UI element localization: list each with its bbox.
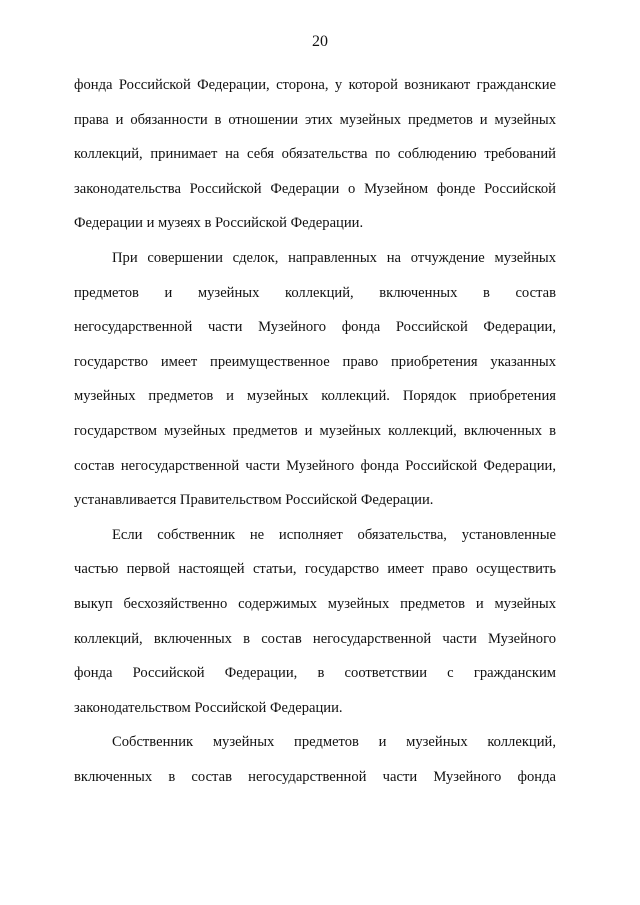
paragraph-line: предметов и музейных коллекций, включенных в состав bbox=[74, 284, 556, 301]
paragraph-line: коллекций, включенных в состав негосударственной части Музейного bbox=[74, 630, 556, 647]
paragraph-line: законодательством Российской Федерации. bbox=[74, 699, 343, 716]
paragraph-4 bbox=[74, 725, 556, 794]
paragraph-line: фонда Российской Федерации, в соответствии с гражданским bbox=[74, 665, 556, 682]
paragraph-line: устанавливается Правительством Российской Федерации. bbox=[74, 492, 434, 509]
paragraph-3 bbox=[74, 518, 556, 726]
paragraph-line: выкуп бесхозяйственно содержимых музейных предметов и музейных bbox=[74, 595, 556, 612]
paragraph-line: права и обязанности в отношении этих музейных предметов и музейных bbox=[74, 111, 556, 128]
paragraph-line: частью первой настоящей статьи, государство имеет право осуществить bbox=[74, 561, 556, 578]
paragraph-line: фонда Российской Федерации, сторона, у которой возникают гражданские bbox=[74, 77, 556, 93]
paragraph-line: Собственник музейных предметов и музейных коллекций, bbox=[112, 734, 556, 751]
paragraph-line: негосударственной части Музейного фонда Российской Федерации, bbox=[74, 319, 556, 336]
paragraph-line: государством музейных предметов и музейных коллекций, включенных в bbox=[74, 422, 556, 439]
paragraph-line: государство имеет преимущественное право приобретения указанных bbox=[74, 353, 556, 370]
paragraph-line: При совершении сделок, направленных на отчуждение музейных bbox=[112, 249, 556, 266]
paragraph-line: Если собственник не исполняет обязательства, установленные bbox=[112, 526, 556, 543]
paragraph-1 bbox=[74, 68, 556, 241]
paragraph-line: Федерации и музеях в Российской Федерации. bbox=[74, 215, 364, 232]
paragraph-line: состав негосударственной части Музейного фонда Российской Федерации, bbox=[74, 457, 556, 474]
paragraph-line: законодательства Российской Федерации о Музейном фонде Российской bbox=[74, 180, 556, 197]
paragraph-line: включенных в состав негосударственной части Музейного фонда bbox=[74, 768, 556, 785]
paragraph-2 bbox=[74, 241, 556, 518]
document-body bbox=[74, 68, 556, 794]
paragraph-line: музейных предметов и музейных коллекций. Порядок приобретения bbox=[74, 388, 556, 405]
paragraph-line: коллекций, принимает на себя обязательства по соблюдению требований bbox=[74, 146, 556, 163]
page-number: 20 bbox=[312, 33, 328, 50]
